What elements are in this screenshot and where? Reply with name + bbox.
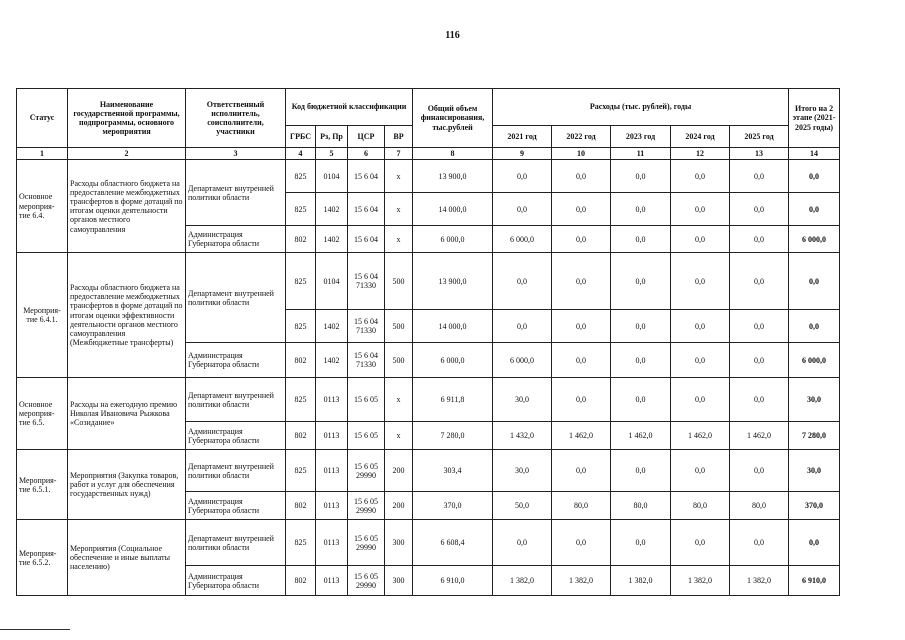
csr-cell: 15 6 05	[348, 422, 385, 450]
stage-total-cell: 6 910,0	[789, 566, 840, 596]
page-number: 116	[445, 30, 460, 41]
year-2024-cell: 0,0	[671, 160, 730, 193]
year-2021-cell: 1 432,0	[493, 422, 552, 450]
year-2025-cell: 0,0	[730, 520, 789, 566]
vr-cell: 200	[385, 450, 413, 492]
year-2021-cell: 30,0	[493, 450, 552, 492]
year-2024-cell: 0,0	[671, 520, 730, 566]
total-cell: 6 911,8	[413, 378, 493, 422]
rzpr-cell: 0113	[316, 492, 348, 520]
vr-cell: 200	[385, 492, 413, 520]
year-2024-cell: 0,0	[671, 310, 730, 343]
year-2022-cell: 0,0	[552, 378, 611, 422]
activity-name-cell: Расходы областного бюджета на предоставление межбюджетных трансфертов в форме дотаций по итогам оценки деятельности органов местного самоуправления	[68, 160, 186, 253]
table-row	[17, 253, 840, 310]
column-number: 5	[316, 148, 348, 160]
total-cell: 303,4	[413, 450, 493, 492]
year-2021-cell: 30,0	[493, 378, 552, 422]
year-2021-cell: 0,0	[493, 520, 552, 566]
year-2025-cell: 1 462,0	[730, 422, 789, 450]
vr-cell: 500	[385, 343, 413, 378]
header-year-2021: 2021 год	[493, 126, 552, 148]
header-year-2025: 2025 год	[730, 126, 789, 148]
executor-cell: Администрация Губернатора области	[186, 226, 286, 253]
column-number: 6	[348, 148, 385, 160]
csr-cell: 15 6 05 29990	[348, 450, 385, 492]
year-2023-cell: 0,0	[611, 378, 671, 422]
year-2022-cell: 0,0	[552, 343, 611, 378]
header-executor: Ответственный исполнитель, соисполнители, участники	[186, 89, 286, 148]
stage-total-cell: 0,0	[789, 253, 840, 310]
year-2023-cell: 0,0	[611, 310, 671, 343]
table-row	[17, 378, 840, 422]
grbs-cell: 802	[286, 226, 316, 253]
stage-total-cell: 30,0	[789, 450, 840, 492]
rzpr-cell: 1402	[316, 310, 348, 343]
year-2025-cell: 0,0	[730, 226, 789, 253]
year-2021-cell: 0,0	[493, 193, 552, 226]
total-cell: 13 900,0	[413, 253, 493, 310]
year-2021-cell: 6 000,0	[493, 343, 552, 378]
column-number: 7	[385, 148, 413, 160]
grbs-cell: 825	[286, 160, 316, 193]
header-name: Наименование государственной программы, подпрограммы, основного мероприятия	[68, 89, 186, 148]
csr-cell: 15 6 04	[348, 160, 385, 193]
executor-cell: Департамент внутренней политики области	[186, 378, 286, 422]
executor-cell: Администрация Губернатора области	[186, 343, 286, 378]
rzpr-cell: 1402	[316, 193, 348, 226]
column-number: 12	[671, 148, 730, 160]
stage-total-cell: 6 000,0	[789, 226, 840, 253]
year-2024-cell: 0,0	[671, 226, 730, 253]
header-csr: ЦСР	[348, 126, 385, 148]
stage-total-cell: 0,0	[789, 310, 840, 343]
year-2025-cell: 0,0	[730, 378, 789, 422]
total-cell: 13 900,0	[413, 160, 493, 193]
year-2021-cell: 6 000,0	[493, 226, 552, 253]
year-2022-cell: 0,0	[552, 160, 611, 193]
column-number: 2	[68, 148, 186, 160]
status-cell: Мероприя-тие 6.5.1.	[17, 450, 68, 520]
header-stage-total: Итого на 2 этапе (2021-2025 годы)	[789, 89, 840, 148]
vr-cell: 300	[385, 566, 413, 596]
vr-cell: 500	[385, 310, 413, 343]
csr-cell: 15 6 05 29990	[348, 520, 385, 566]
executor-cell: Департамент внутренней политики области	[186, 450, 286, 492]
header-year-2024: 2024 год	[671, 126, 730, 148]
csr-cell: 15 6 04	[348, 193, 385, 226]
year-2022-cell: 0,0	[552, 193, 611, 226]
year-2023-cell: 0,0	[611, 226, 671, 253]
csr-cell: 15 6 05 29990	[348, 566, 385, 596]
year-2022-cell: 0,0	[552, 450, 611, 492]
year-2023-cell: 1 382,0	[611, 566, 671, 596]
year-2022-cell: 0,0	[552, 520, 611, 566]
year-2022-cell: 0,0	[552, 226, 611, 253]
year-2023-cell: 80,0	[611, 492, 671, 520]
header-year-2022: 2022 год	[552, 126, 611, 148]
stage-total-cell: 0,0	[789, 520, 840, 566]
header-vr: ВР	[385, 126, 413, 148]
vr-cell: х	[385, 193, 413, 226]
year-2023-cell: 0,0	[611, 193, 671, 226]
table-row	[17, 450, 840, 492]
budget-table	[16, 88, 840, 596]
grbs-cell: 825	[286, 193, 316, 226]
column-number: 13	[730, 148, 789, 160]
grbs-cell: 825	[286, 450, 316, 492]
year-2023-cell: 0,0	[611, 520, 671, 566]
header-rzpr: Рз, Пр	[316, 126, 348, 148]
grbs-cell: 825	[286, 520, 316, 566]
total-cell: 14 000,0	[413, 310, 493, 343]
table-row	[17, 520, 840, 566]
year-2025-cell: 0,0	[730, 343, 789, 378]
year-2025-cell: 0,0	[730, 160, 789, 193]
vr-cell: х	[385, 422, 413, 450]
vr-cell: 300	[385, 520, 413, 566]
csr-cell: 15 6 04 71330	[348, 253, 385, 310]
stage-total-cell: 370,0	[789, 492, 840, 520]
rzpr-cell: 0113	[316, 520, 348, 566]
executor-cell: Администрация Губернатора области	[186, 492, 286, 520]
grbs-cell: 802	[286, 492, 316, 520]
stage-total-cell: 30,0	[789, 378, 840, 422]
stage-total-cell: 6 000,0	[789, 343, 840, 378]
csr-cell: 15 6 05 29990	[348, 492, 385, 520]
year-2023-cell: 0,0	[611, 253, 671, 310]
rzpr-cell: 0104	[316, 253, 348, 310]
year-2025-cell: 0,0	[730, 450, 789, 492]
header-year-2023: 2023 год	[611, 126, 671, 148]
year-2023-cell: 0,0	[611, 160, 671, 193]
status-cell: Основное мероприя-тие 6.5.	[17, 378, 68, 450]
header-grbs: ГРБС	[286, 126, 316, 148]
year-2024-cell: 0,0	[671, 253, 730, 310]
year-2025-cell: 0,0	[730, 253, 789, 310]
column-number: 1	[17, 148, 68, 160]
year-2021-cell: 1 382,0	[493, 566, 552, 596]
year-2021-cell: 0,0	[493, 310, 552, 343]
rzpr-cell: 0113	[316, 422, 348, 450]
total-cell: 7 280,0	[413, 422, 493, 450]
status-cell: Основное мероприя-тие 6.4.	[17, 160, 68, 253]
header-total: Общий объем финансирования, тыс.рублей	[413, 89, 493, 148]
rzpr-cell: 0113	[316, 450, 348, 492]
year-2024-cell: 0,0	[671, 193, 730, 226]
stage-total-cell: 7 280,0	[789, 422, 840, 450]
year-2024-cell: 80,0	[671, 492, 730, 520]
rzpr-cell: 1402	[316, 343, 348, 378]
vr-cell: х	[385, 226, 413, 253]
header-status: Статус	[17, 89, 68, 148]
column-number: 10	[552, 148, 611, 160]
stage-total-cell: 0,0	[789, 193, 840, 226]
total-cell: 14 000,0	[413, 193, 493, 226]
rzpr-cell: 1402	[316, 226, 348, 253]
column-number: 14	[789, 148, 840, 160]
year-2024-cell: 0,0	[671, 450, 730, 492]
year-2024-cell: 1 382,0	[671, 566, 730, 596]
grbs-cell: 825	[286, 378, 316, 422]
activity-name-cell: Расходы областного бюджета на предоставление межбюджетных трансфертов в форме дотаций по итогам оценки эффективности деятельности органов местного самоуправления (Межбюджетные трансферты)	[68, 253, 186, 378]
table-row	[17, 160, 840, 193]
stage-total-cell: 0,0	[789, 160, 840, 193]
year-2025-cell: 0,0	[730, 310, 789, 343]
year-2024-cell: 1 462,0	[671, 422, 730, 450]
grbs-cell: 802	[286, 343, 316, 378]
csr-cell: 15 6 04 71330	[348, 310, 385, 343]
csr-cell: 15 6 04	[348, 226, 385, 253]
scan-edge-line	[0, 629, 70, 630]
grbs-cell: 825	[286, 310, 316, 343]
year-2023-cell: 0,0	[611, 450, 671, 492]
vr-cell: 500	[385, 253, 413, 310]
column-number: 11	[611, 148, 671, 160]
header-budget-code: Код бюджетной классификации	[286, 89, 413, 126]
csr-cell: 15 6 04 71330	[348, 343, 385, 378]
year-2022-cell: 0,0	[552, 310, 611, 343]
year-2021-cell: 0,0	[493, 160, 552, 193]
vr-cell: х	[385, 378, 413, 422]
activity-name-cell: Мероприятия (Закупка товаров, работ и услуг для обеспечения государственных нужд)	[68, 450, 186, 520]
rzpr-cell: 0104	[316, 160, 348, 193]
executor-cell: Администрация Губернатора области	[186, 566, 286, 596]
column-number: 9	[493, 148, 552, 160]
year-2023-cell: 0,0	[611, 343, 671, 378]
executor-cell: Департамент внутренней политики области	[186, 520, 286, 566]
year-2021-cell: 0,0	[493, 253, 552, 310]
rzpr-cell: 0113	[316, 378, 348, 422]
grbs-cell: 802	[286, 422, 316, 450]
executor-cell: Департамент внутренней политики области	[186, 160, 286, 226]
total-cell: 6 608,4	[413, 520, 493, 566]
column-number: 4	[286, 148, 316, 160]
csr-cell: 15 6 05	[348, 378, 385, 422]
year-2024-cell: 0,0	[671, 343, 730, 378]
total-cell: 6 910,0	[413, 566, 493, 596]
column-number-row	[17, 148, 840, 160]
year-2023-cell: 1 462,0	[611, 422, 671, 450]
total-cell: 6 000,0	[413, 226, 493, 253]
activity-name-cell: Расходы на ежегодную премию Николая Ивановича Рыжкова «Созидание»	[68, 378, 186, 450]
year-2022-cell: 1 462,0	[552, 422, 611, 450]
year-2024-cell: 0,0	[671, 378, 730, 422]
vr-cell: х	[385, 160, 413, 193]
year-2022-cell: 80,0	[552, 492, 611, 520]
total-cell: 6 000,0	[413, 343, 493, 378]
year-2022-cell: 0,0	[552, 253, 611, 310]
activity-name-cell: Мероприятия (Социальное обеспечение и иные выплаты населению)	[68, 520, 186, 596]
rzpr-cell: 0113	[316, 566, 348, 596]
total-cell: 370,0	[413, 492, 493, 520]
year-2025-cell: 80,0	[730, 492, 789, 520]
executor-cell: Департамент внутренней политики области	[186, 253, 286, 343]
year-2021-cell: 50,0	[493, 492, 552, 520]
grbs-cell: 825	[286, 253, 316, 310]
status-cell: Мероприя-тие 6.5.2.	[17, 520, 68, 596]
year-2022-cell: 1 382,0	[552, 566, 611, 596]
column-number: 8	[413, 148, 493, 160]
status-cell: Мероприя-тие 6.4.1.	[17, 253, 68, 378]
column-number: 3	[186, 148, 286, 160]
year-2025-cell: 0,0	[730, 193, 789, 226]
header-expenses: Расходы (тыс. рублей), годы	[493, 89, 789, 126]
executor-cell: Администрация Губернатора области	[186, 422, 286, 450]
year-2025-cell: 1 382,0	[730, 566, 789, 596]
grbs-cell: 802	[286, 566, 316, 596]
